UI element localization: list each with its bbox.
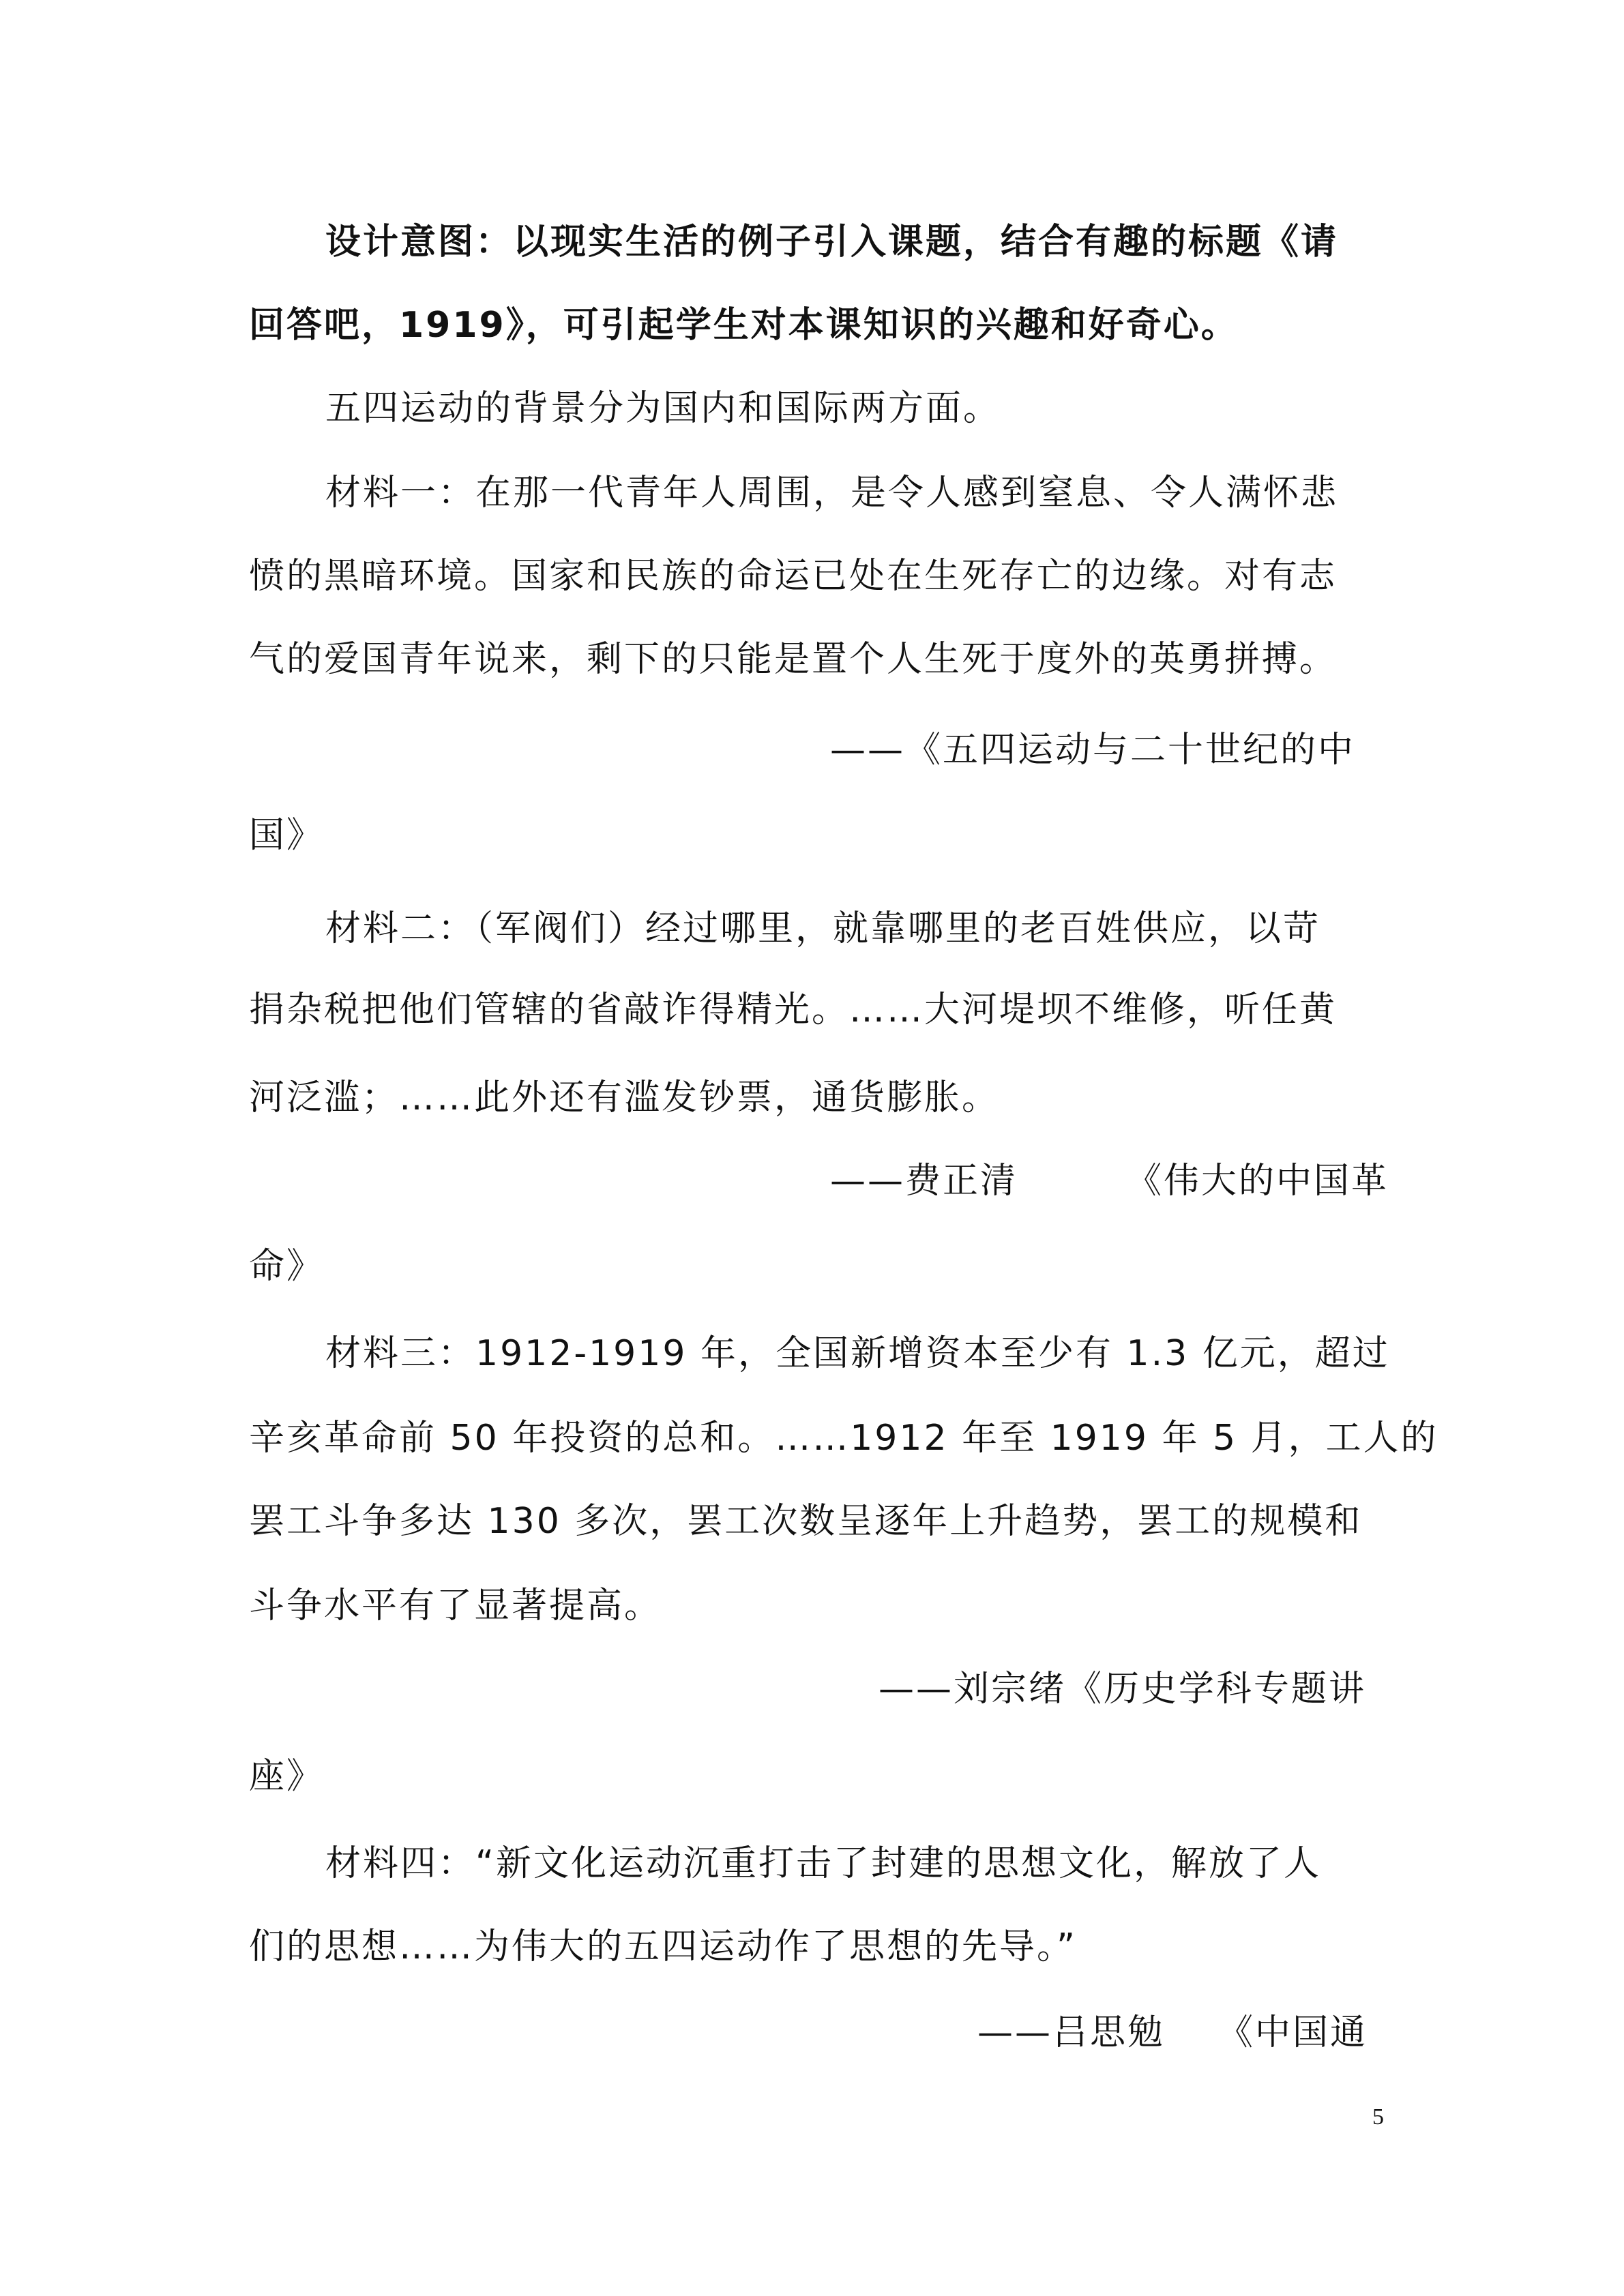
material-3-line-2: 辛亥革命前 50 年投资的总和。……1912 年至 1919 年 5 月，工人的 [249, 1418, 1438, 1459]
material-4-line-1: 材料四：“新文化运动沉重打击了封建的思想文化，解放了人 [325, 1843, 1321, 1884]
material-3-line-4: 斗争水平有了显著提高。 [249, 1585, 662, 1626]
material-2-source-cont: 命》 [249, 1246, 325, 1287]
material-1-source-cont: 国》 [249, 815, 325, 856]
material-1-line-1: 材料一：在那一代青年人周围，是令人感到窒息、令人满怀悲 [325, 473, 1339, 513]
material-3-source: ——刘宗绪《历史学科专题讲 [879, 1669, 1367, 1710]
material-2-source-title: 《伟大的中国革 [1126, 1161, 1389, 1202]
material-1-source: ——《五四运动与二十世纪的中 [830, 730, 1356, 771]
material-3-line-3: 罢工斗争多达 130 多次，罢工次数呈逐年上升趋势，罢工的规模和 [249, 1501, 1363, 1542]
material-2-line-2: 捐杂税把他们管辖的省敲诈得精光。……大河堤坝不维修，听任黄 [249, 989, 1338, 1030]
material-3-line-1: 材料三：1912-1919 年，全国新增资本至少有 1.3 亿元，超过 [325, 1333, 1390, 1374]
material-2-line-3: 河泛滥；……此外还有滥发钞票，通货膨胀。 [249, 1077, 1000, 1118]
material-1-line-2: 愤的黑暗环境。国家和民族的命运已处在生死存亡的边缘。对有志 [249, 556, 1338, 597]
material-4-source-author: ——吕思勉 [977, 2012, 1166, 2053]
design-intent-line-1: 设计意图：以现实生活的例子引入课题，结合有趣的标题《请 [325, 222, 1339, 263]
page-number: 5 [1372, 2104, 1384, 2130]
material-2-line-1: 材料二：（军阀们）经过哪里，就靠哪里的老百姓供应，以苛 [325, 908, 1321, 949]
material-1-line-3: 气的爱国青年说来，剩下的只能是置个人生死于度外的英勇拼搏。 [249, 639, 1338, 680]
material-4-source-title: 《中国通 [1217, 2012, 1368, 2053]
background-intro: 五四运动的背景分为国内和国际两方面。 [325, 388, 1001, 429]
material-3-source-cont: 座》 [249, 1756, 325, 1797]
material-2-source-author: ——费正清 [830, 1161, 1018, 1202]
material-4-line-2: 们的思想……为伟大的五四运动作了思想的先导。” [249, 1926, 1077, 1967]
design-intent-line-2: 回答吧，1919》，可引起学生对本课知识的兴趣和好奇心。 [249, 305, 1239, 346]
